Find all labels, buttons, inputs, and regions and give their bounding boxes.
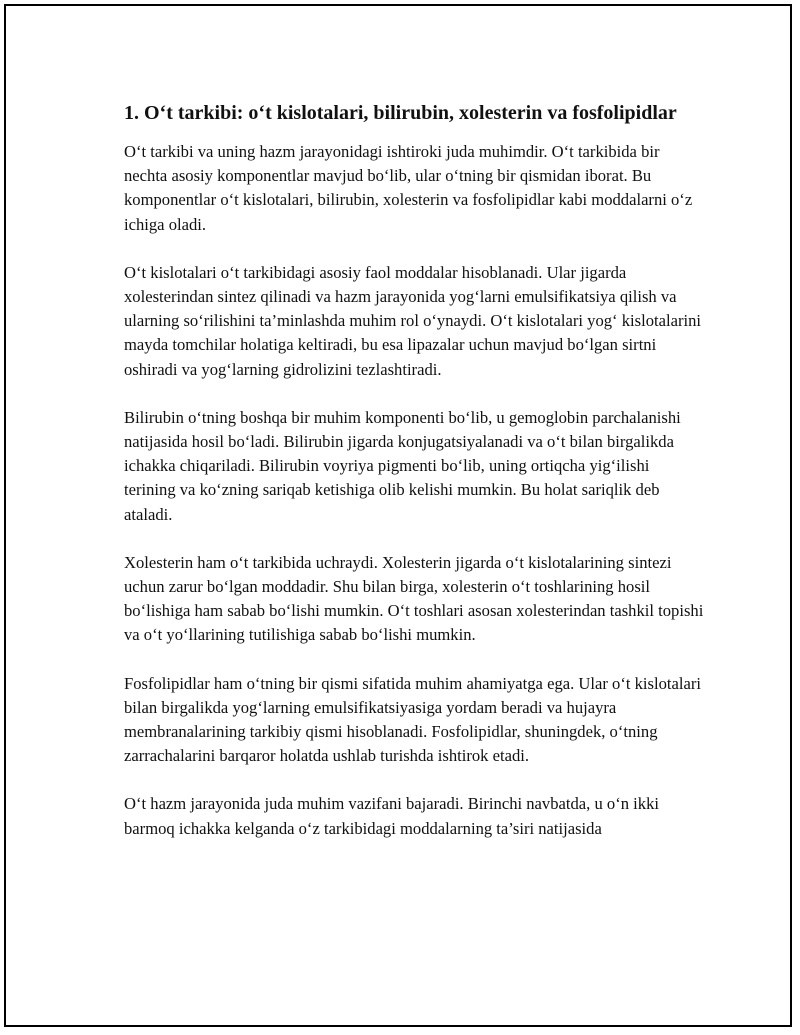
paragraph-bilirubin: Bilirubin o‘tning boshqa bir muhim komponenti bo‘lib, u gemoglobin parchalanishi natijasida hosil bo‘ladi. Bilirubin jigarda konjugatsiyalanadi va o‘t bilan birgalikda ichakka chiqariladi. Bilirubin voyriya pigmenti bo‘lib, uning ortiqcha yig‘ilishi terining va ko‘zning sariqab ketishiga olib kelishi mumkin. Bu holat sariqlik deb ataladi. [124, 407, 681, 524]
paragraph-phospholipids: Fosfolipidlar ham o‘tning bir qismi sifatida muhim ahamiyatga ega. Ular o‘t kislotalari bilan birgalikda yog‘larning emulsifikatsiyasiga yordam beradi va hujayra membranalarining tarkibiy qismi hisoblanadi. Fosfolipidlar, shuningdek, o‘tning zarrachalarini barqaror holatda ushlab turishda ishtirok etadi. [124, 673, 701, 766]
document-body [124, 98, 704, 865]
paragraph-bile-acids: O‘t kislotalari o‘t tarkibidagi asosiy faol moddalar hisoblanadi. Ular jigarda xolesterindan sintez qilinadi va hazm jarayonida yog‘larni emulsifikatsiya qilish va ularning so‘rilishini ta’minlashda muhim rol o‘ynaydi. O‘t kislotalari yog‘ kislotalarini mayda tomchilar holatiga keltiradi, bu esa lipazalar uchun mavjud bo‘lgan sirtni oshiradi va yog‘larning gidrolizini tezlashtiradi. [124, 262, 701, 379]
paragraph-cholesterol: Xolesterin ham o‘t tarkibida uchraydi. Xolesterin jigarda o‘t kislotalarining sintezi uchun zarur bo‘lgan moddadir. Shu bilan birga, xolesterin o‘t toshlarining hosil bo‘lishiga ham sabab bo‘lishi mumkin. O‘t toshlari asosan xolesterindan tashkil topishi va o‘t yo‘llarining tutilishiga sabab bo‘lishi mumkin. [124, 552, 704, 645]
section-heading: 1. O‘t tarkibi: o‘t kislotalari, bilirubin, xolesterin va fosfolipidlar [124, 102, 677, 124]
page-frame [4, 4, 792, 1027]
paragraph-composition: O‘t tarkibi va uning hazm jarayonidagi ishtiroki juda muhimdir. O‘t tarkibida bir nechta asosiy komponentlar mavjud bo‘lib, ular o‘tning bir qismidan iborat. Bu komponentlar o‘t kislotalari, bilirubin, xolesterin va fosfolipidlar kabi moddalarni o‘z ichiga oladi. [124, 142, 693, 234]
paragraph-digestion: O‘t hazm jarayonida juda muhim vazifani bajaradi. Birinchi navbatda, u o‘n ikki barmoq ichakka kelganda o‘z tarkibidagi moddalarning ta’siri natijasida [124, 794, 659, 838]
